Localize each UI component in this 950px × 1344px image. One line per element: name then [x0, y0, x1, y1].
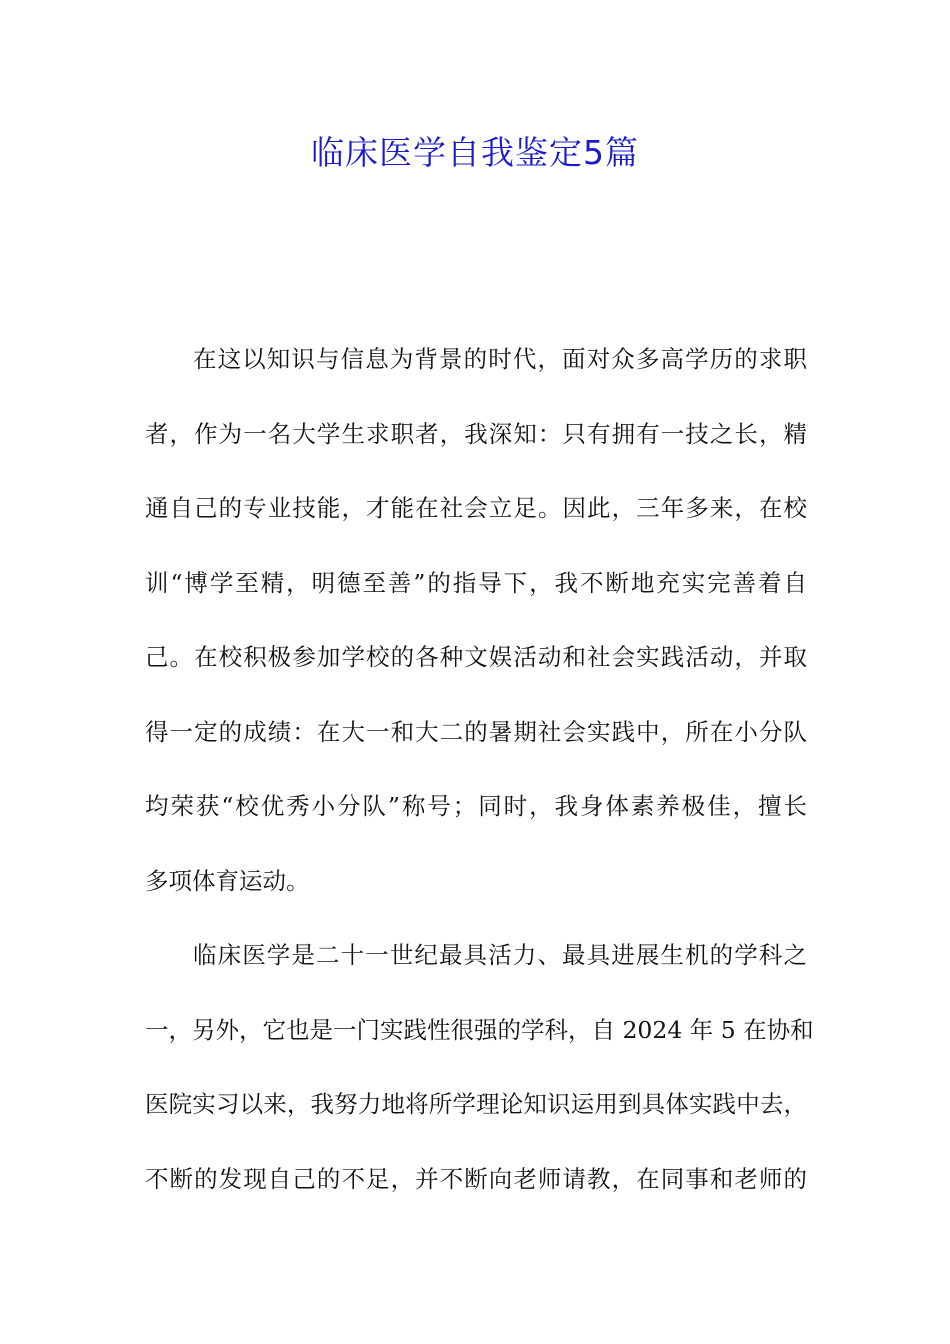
- text-line: 临床医学是二十一世纪最具活力、最具进展生机的学科之: [193, 941, 807, 969]
- text-line: 多项体育运动。: [145, 866, 310, 895]
- paragraph-1: [145, 337, 807, 933]
- text-line: 均荣获“校优秀小分队”称号；同时，我身体素养极佳，擅长: [145, 792, 807, 820]
- text-line: 一，另外，它也是一门实践性很强的学科，自 2024 年 5 在协和: [145, 1015, 814, 1044]
- text-line: 者，作为一名大学生求职者，我深知：只有拥有一技之长，精: [145, 419, 807, 448]
- text-line: 己。在校积极参加学校的各种文娱活动和社会实践活动，并取: [145, 643, 807, 671]
- text-line: 在这以知识与信息为背景的时代，面对众多高学历的求职: [193, 345, 807, 373]
- document-title: 临床医学自我鉴定5篇: [311, 133, 639, 172]
- text-line: 通自己的专业技能，才能在社会立足。因此，三年多来，在校: [145, 494, 807, 522]
- text-line: 不断的发现自己的不足，并不断向老师请教，在同事和老师的: [145, 1164, 807, 1193]
- text-line: 医院实习以来，我努力地将所学理论知识运用到具体实践中去，: [145, 1090, 807, 1118]
- paragraph-2: [145, 933, 814, 1231]
- text-line: 得一定的成绩：在大一和大二的暑期社会实践中，所在小分队: [145, 717, 807, 746]
- document-body: [145, 337, 814, 1231]
- text-line: 训“博学至精，明德至善”的指导下，我不断地充实完善着自: [145, 568, 807, 597]
